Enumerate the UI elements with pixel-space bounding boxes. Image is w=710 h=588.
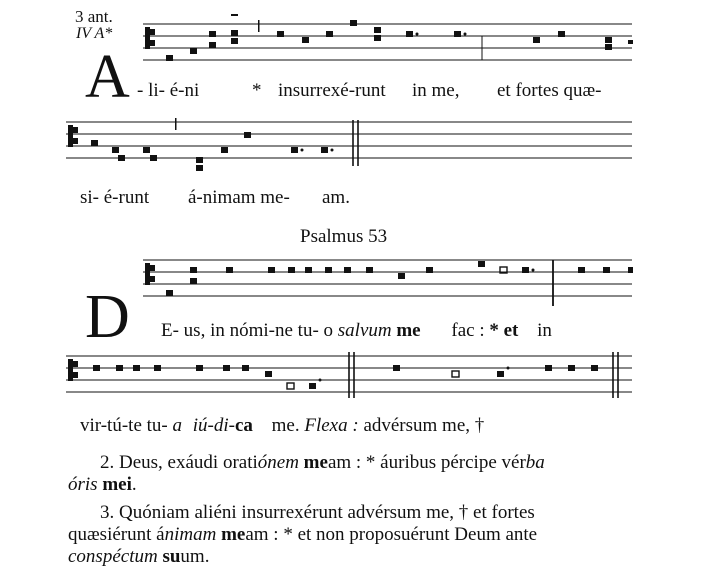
- lyric-syllable: et fortes quæ-: [497, 80, 602, 101]
- verse-text: .: [131, 474, 137, 495]
- verse-text: Quóniam alién: [119, 502, 232, 523]
- verse-bold: su: [162, 546, 181, 567]
- verse-text: am : * et non proposuérunt Deum ante: [245, 524, 538, 545]
- lyric-syllable: si- é-runt: [80, 187, 150, 208]
- antiphon-number: 3 ant.: [75, 7, 113, 26]
- antiphon-mode: IV A*: [76, 25, 113, 42]
- verse-3-line-3: [68, 546, 209, 568]
- staff-4: [66, 352, 632, 398]
- verse-number: 3.: [100, 502, 115, 523]
- verse-italic: óris: [68, 474, 98, 495]
- verse-bold: mei: [102, 474, 132, 495]
- verse-italic: ba: [525, 452, 545, 473]
- verse-text: Deus, exáudi orati: [119, 452, 258, 473]
- psalm-heading: Psalmus 53: [300, 226, 388, 247]
- verse-italic: nimam: [164, 524, 217, 545]
- lyric-text: me.: [271, 415, 300, 436]
- lyric-syllable: - li- é-ni: [137, 80, 200, 101]
- staff-1: [143, 24, 632, 60]
- lyric-syllable: á-nimam me-: [188, 187, 290, 208]
- lyric-text: in: [537, 320, 552, 341]
- lyric-text: fac :: [451, 320, 485, 341]
- verse-number: 2.: [100, 452, 115, 473]
- verse-2-continuation: [68, 474, 137, 496]
- verse-bold: me: [303, 452, 328, 473]
- verse-text: i insurrexérunt advérsum me, † et fortes: [231, 502, 535, 523]
- verse-italic: ónem: [257, 452, 299, 473]
- psalm-initial: D: [85, 283, 130, 351]
- antiphon-initial: A: [85, 43, 130, 111]
- psalm-lyrics-line-1: [161, 320, 552, 342]
- verse-text: quæsiérunt á: [68, 524, 165, 545]
- lyric-syllable: am.: [322, 187, 350, 208]
- lyric-text: advérsum me, †: [363, 415, 485, 436]
- verse-3: [100, 502, 640, 524]
- psalm-lyrics-line-2: [80, 415, 484, 437]
- verse-text: um.: [180, 546, 210, 567]
- verse-italic: conspéctum: [68, 546, 158, 567]
- verse-text: am : * áuribus pércipe vér: [327, 452, 526, 473]
- verse-bold: me: [221, 524, 246, 545]
- lyric-italic: salvum: [337, 320, 392, 341]
- verse-2: [100, 452, 640, 474]
- staff-3: [143, 260, 632, 306]
- lyric-italic: a: [172, 415, 182, 436]
- lyric-bold: me: [396, 320, 421, 341]
- flexa-label: Flexa :: [304, 415, 359, 436]
- lyric-text: vir-tú-te tu-: [80, 415, 168, 436]
- lyric-bold: * et: [489, 320, 519, 341]
- lyric-syllable: *: [252, 80, 262, 101]
- lyric-bold: ca: [234, 415, 253, 436]
- lyric-text: E- us, in nómi-ne tu- o: [161, 320, 334, 341]
- lyric-italic: iú-di-: [192, 415, 235, 436]
- verse-3-line-2: [68, 524, 638, 546]
- lyric-syllable: insurrexé-runt: [278, 80, 386, 101]
- lyric-syllable: in me,: [412, 80, 460, 101]
